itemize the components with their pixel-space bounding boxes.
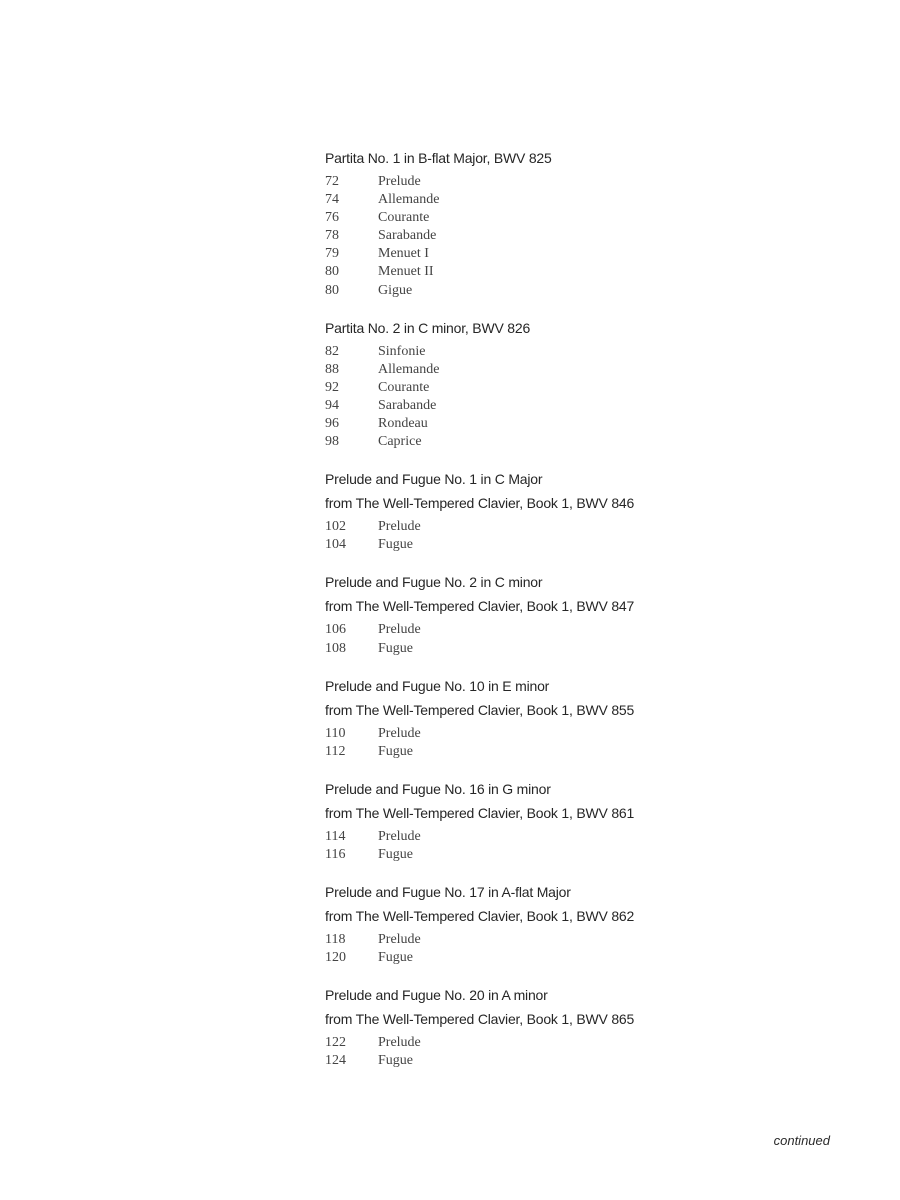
- page-number: 106: [325, 622, 346, 638]
- movement-title: Gigue: [378, 282, 413, 298]
- page-number: 79: [325, 246, 339, 262]
- toc-entry: [325, 397, 845, 415]
- movement-title: Rondeau: [378, 416, 428, 432]
- toc-entry: [325, 191, 845, 209]
- movement-title: Fugue: [378, 743, 413, 759]
- toc-entry: [325, 725, 845, 743]
- movement-title: Caprice: [378, 434, 422, 450]
- page-number: 124: [325, 1053, 346, 1069]
- page-number: 74: [325, 192, 339, 208]
- toc-entry: [325, 621, 845, 639]
- page-number: 72: [325, 174, 339, 189]
- toc-entry: [325, 379, 845, 397]
- section-subheading: from The Well-Tempered Clavier, Book 1, BWV 865: [325, 1011, 635, 1028]
- toc-entry: [325, 743, 845, 761]
- toc-entry: [325, 361, 845, 379]
- page-number: 104: [325, 537, 346, 553]
- toc-entry: [325, 343, 845, 361]
- toc-entry: [325, 518, 845, 536]
- section-subheading: from The Well-Tempered Clavier, Book 1, BWV 847: [325, 598, 635, 615]
- movement-title: Prelude: [378, 174, 421, 189]
- movement-title: Fugue: [378, 950, 413, 966]
- toc-section-partita-2: [325, 316, 845, 452]
- page-number: 118: [325, 931, 346, 947]
- entry-list: [325, 1034, 845, 1070]
- page-number: 80: [325, 264, 339, 280]
- movement-title: Prelude: [378, 622, 421, 638]
- page-number: 102: [325, 519, 346, 535]
- toc-entry: [325, 433, 845, 451]
- toc-entry: [325, 282, 845, 300]
- continued-label: continued: [773, 1133, 830, 1148]
- movement-title: Fugue: [378, 537, 413, 553]
- table-of-contents: [325, 146, 845, 1070]
- movement-title: Fugue: [378, 1053, 413, 1069]
- section-heading: Prelude and Fugue No. 2 in C minor: [325, 574, 543, 591]
- section-subheading: from The Well-Tempered Clavier, Book 1, BWV 846: [325, 495, 635, 512]
- movement-title: Prelude: [378, 828, 421, 844]
- movement-title: Allemande: [378, 361, 440, 377]
- toc-entry: [325, 245, 845, 263]
- page-number: 80: [325, 282, 339, 298]
- movement-title: Allemande: [378, 192, 440, 208]
- page-number: 78: [325, 228, 339, 244]
- page-number: 92: [325, 379, 339, 395]
- movement-title: Sarabande: [378, 228, 437, 244]
- movement-title: Courante: [378, 379, 430, 395]
- toc-entry: [325, 263, 845, 281]
- page-number: 110: [325, 725, 346, 741]
- page-number: 122: [325, 1035, 346, 1051]
- toc-entry: [325, 640, 845, 658]
- toc-entry: [325, 1052, 845, 1070]
- entry-list: [325, 343, 845, 452]
- entry-list: [325, 621, 845, 657]
- section-subheading: from The Well-Tempered Clavier, Book 1, BWV 861: [325, 804, 635, 821]
- toc-entry: [325, 931, 845, 949]
- toc-section-wtc-861: [325, 777, 845, 864]
- page-number: 98: [325, 434, 339, 450]
- section-heading: Prelude and Fugue No. 10 in E minor: [325, 677, 550, 694]
- entry-list: [325, 725, 845, 761]
- toc-section-partita-1: [325, 146, 845, 300]
- movement-title: Menuet I: [378, 246, 429, 262]
- section-heading: Prelude and Fugue No. 1 in C Major: [325, 471, 543, 488]
- toc-entry: [325, 1034, 845, 1052]
- section-subheading: from The Well-Tempered Clavier, Book 1, BWV 862: [325, 907, 635, 924]
- movement-title: Fugue: [378, 640, 413, 656]
- toc-entry: [325, 173, 845, 191]
- entry-list: [325, 173, 845, 300]
- section-heading: Prelude and Fugue No. 20 in A minor: [325, 987, 548, 1004]
- toc-section-wtc-862: [325, 880, 845, 967]
- toc-section-wtc-865: [325, 983, 845, 1070]
- page-number: 94: [325, 397, 339, 413]
- entry-list: [325, 518, 845, 554]
- page-number: 82: [325, 343, 339, 359]
- page-number: 88: [325, 361, 339, 377]
- page-number: 116: [325, 846, 346, 862]
- movement-title: Courante: [378, 210, 430, 226]
- page-number: 120: [325, 950, 346, 966]
- toc-entry: [325, 828, 845, 846]
- entry-list: [325, 931, 845, 967]
- movement-title: Sinfonie: [378, 343, 426, 359]
- movement-title: Sarabande: [378, 397, 437, 413]
- toc-entry: [325, 846, 845, 864]
- page-number: 112: [325, 743, 346, 759]
- section-heading: Prelude and Fugue No. 17 in A-flat Major: [325, 883, 571, 900]
- movement-title: Menuet II: [378, 264, 434, 280]
- section-subheading: from The Well-Tempered Clavier, Book 1, BWV 855: [325, 701, 635, 718]
- section-heading: Prelude and Fugue No. 16 in G minor: [325, 780, 551, 797]
- toc-section-wtc-846: [325, 467, 845, 554]
- section-heading: Partita No. 1 in B-flat Major, BWV 825: [325, 150, 552, 166]
- movement-title: Prelude: [378, 931, 421, 947]
- movement-title: Prelude: [378, 519, 421, 535]
- page-number: 96: [325, 416, 339, 432]
- movement-title: Prelude: [378, 725, 421, 741]
- page-number: 114: [325, 828, 346, 844]
- toc-entry: [325, 536, 845, 554]
- toc-entry: [325, 415, 845, 433]
- movement-title: Fugue: [378, 846, 413, 862]
- toc-entry: [325, 209, 845, 227]
- toc-section-wtc-855: [325, 674, 845, 761]
- movement-title: Prelude: [378, 1035, 421, 1051]
- toc-entry: [325, 949, 845, 967]
- page-number: 108: [325, 640, 346, 656]
- section-heading: Partita No. 2 in C minor, BWV 826: [325, 319, 531, 336]
- entry-list: [325, 828, 845, 864]
- toc-section-wtc-847: [325, 570, 845, 657]
- page-number: 76: [325, 210, 339, 226]
- toc-entry: [325, 227, 845, 245]
